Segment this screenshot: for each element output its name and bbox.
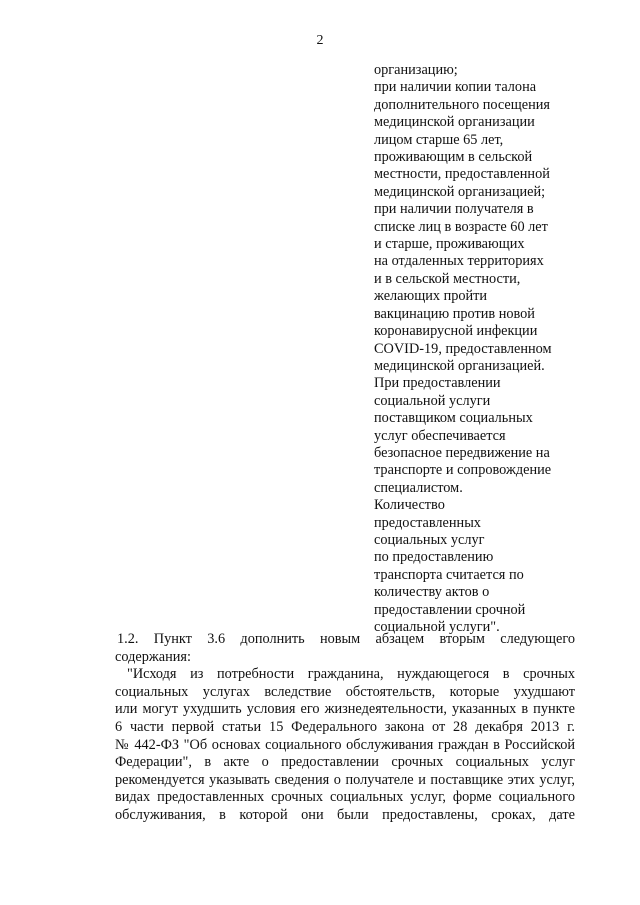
column-line: При предоставлении (374, 375, 501, 392)
paragraph-line: видах предоставленных срочных социальных услуг, форме социального (115, 789, 575, 806)
column-line: желающих пройти (374, 288, 488, 305)
column-line: медицинской организации (374, 114, 535, 131)
column-line: услуг обеспечивается (374, 427, 506, 444)
paragraph-line: 6 части первой статьи 15 Федерального закона от 28 декабря 2013 г. (115, 718, 575, 735)
column-line: вакцинацию против новой (374, 305, 535, 322)
column-line: местности, предоставленной (374, 166, 550, 183)
column-line: количеству актов о (374, 584, 490, 601)
paragraph-line: № 442-ФЗ "Об основах социального обслуживания граждан в Российской (115, 736, 575, 753)
column-line: транспорта считается по (374, 566, 524, 583)
column-line: дополнительного посещения (374, 96, 551, 113)
column-line: специалистом. (374, 479, 463, 496)
column-line: социальной услуги (374, 392, 491, 409)
column-line: по предоставлению (374, 549, 494, 566)
paragraph-quoted-text (115, 666, 575, 824)
column-line: поставщиком социальных (374, 410, 533, 427)
paragraph-line: 1.2. Пункт 3.6 дополнить новым абзацем вторым следующего (117, 631, 575, 647)
column-line: Количество (374, 497, 445, 514)
column-line: социальных услуг (374, 531, 485, 548)
column-line: организацию; (374, 62, 458, 78)
column-line: проживающим в сельской (374, 149, 533, 166)
column-line: социальной услуги". (374, 619, 500, 635)
paragraph-line: рекомендуется указывать сведения о получателе и поставщике этих услуг, (115, 771, 575, 788)
column-line: на отдаленных территориях (374, 253, 544, 270)
paragraph-1-2 (115, 631, 575, 666)
paragraph-line: содержания: (115, 648, 191, 665)
main-body-text (115, 631, 575, 825)
column-line: при наличии копии талона (374, 79, 537, 96)
column-line: при наличии получателя в (374, 201, 534, 218)
paragraph-line: Федерации", в акте о предоставлении срочных социальных услуг (115, 754, 575, 771)
column-line: предоставлении срочной (374, 601, 526, 618)
paragraph-line: "Исходя из потребности гражданина, нуждающегося в срочных (127, 666, 575, 683)
paragraph-line: обслуживания, в которой они были предоставлены, сроках, дате (115, 806, 575, 823)
column-line: лицом старше 65 лет, (374, 131, 504, 148)
column-line: предоставленных (374, 514, 481, 531)
column-line: и старше, проживающих (374, 236, 525, 253)
column-line: транспорте и сопровождение (374, 462, 552, 479)
column-line: COVID-19, предоставленном (374, 340, 552, 357)
page-number: 2 (316, 33, 324, 48)
column-line: медицинской организацией. (374, 357, 545, 374)
right-column-text (374, 62, 594, 636)
column-line: коронавирусной инфекции (374, 323, 538, 340)
column-line: безопасное передвижение на (374, 444, 550, 461)
column-line: списке лиц в возрасте 60 лет (374, 218, 548, 235)
paragraph-line: социальных услугах вследствие обстоятельств, которые ухудшают (115, 683, 575, 700)
column-line: и в сельской местности, (374, 270, 521, 287)
paragraph-line: или могут ухудшить условия его жизнедеятельности, указанных в пункте (115, 701, 575, 718)
column-line: медицинской организацией; (374, 183, 546, 200)
